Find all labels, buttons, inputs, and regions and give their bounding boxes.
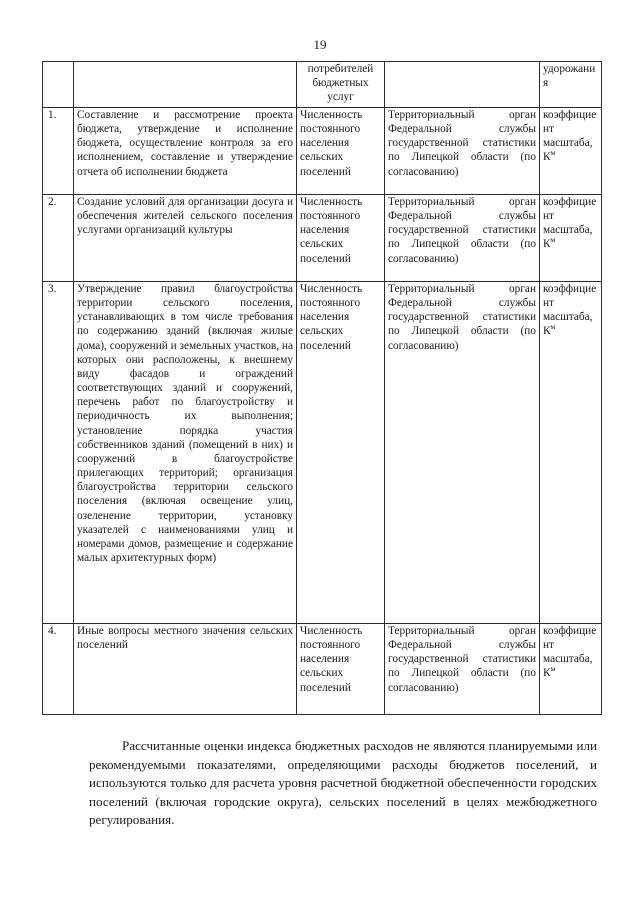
- row-description: Иные вопросы местного значения сельских поселений: [74, 624, 297, 715]
- indicator-line: сельских: [300, 667, 344, 680]
- row-indicator: [297, 195, 385, 282]
- indicator-line: поселений: [300, 681, 351, 694]
- coefficient-text: коэффициент масштаба, К: [543, 196, 597, 251]
- row-number: 1.: [43, 108, 74, 195]
- source-text: Территориальный орган Федеральной службы государственной статистики по Липецкой области: [388, 196, 536, 251]
- source-text: Территориальный орган Федеральной службы государственной статистики по Липецкой области: [388, 109, 536, 164]
- indicator-line: поселений: [300, 339, 351, 352]
- row-coefficient: [540, 282, 602, 624]
- header-line: потребителей: [307, 63, 374, 75]
- coefficient-text: коэффициент масштаба, К: [543, 109, 597, 164]
- row-indicator: [297, 624, 385, 715]
- table-row: [43, 624, 602, 715]
- coefficient-superscript: м: [550, 664, 556, 674]
- indicator-line: поселений: [300, 165, 351, 178]
- indicator-line: населения: [300, 311, 350, 324]
- indicator-header-cell: [297, 62, 385, 108]
- row-indicator: [297, 282, 385, 624]
- indicator-line: постоянного: [300, 639, 361, 652]
- row-source: [385, 282, 540, 624]
- page-number: 19: [313, 37, 327, 52]
- indicator-line: Численность: [300, 196, 363, 208]
- indicator-line: населения: [300, 224, 350, 237]
- table-row: [43, 195, 602, 282]
- indicator-line: сельских: [300, 325, 344, 338]
- coefficient-superscript: м: [550, 322, 556, 332]
- budget-expenditure-table: [42, 61, 602, 715]
- row-description: Составление и рассмотрение проекта бюджета, утверждение и исполнение бюджета, осуществление контроля за его исполнением, составление и утверждение отчета об исполнении бюджета: [74, 108, 297, 195]
- row-number: 4.: [43, 624, 74, 715]
- row-description: Утверждение правил благоустройства территории сельского поселения, устанавливающих в том числе требования по содержанию зданий (включая жилые дома), сооружений и земельных участков, на которых они расположены, к внешнему виду фасадов и ограждений соответствующих зданий и сооружений, перечень работ по благоустройству и периодичность их выполнения; установление порядка участия собственников зданий (помещений в них) и сооружений в благоустройстве прилегающих территорий; организация благоустройства территории сельского поселения (включая освещение улиц, озеленение территории, установку указателей с наименованиями улиц и номерами домов, размещение и содержание малых архитектурных форм): [74, 282, 297, 624]
- consent-note: (по согласованию): [388, 667, 537, 694]
- source-cell: [385, 62, 540, 108]
- closing-paragraph: Рассчитанные оценки индекса бюджетных расходов не являются планируемыми или рекомендуемыми показателями, определяющими расходы бюджетов поселений, и используются только для расчета уровня расчетной бюджетной обеспеченности городских поселений (включая городские округа), сельских поселений в целях межбюджетного регулирования.: [89, 738, 597, 828]
- row-number: 3.: [43, 282, 74, 624]
- coefficient-text: коэффициент масштаба, К: [543, 625, 597, 680]
- indicator-line: Численность: [300, 109, 363, 121]
- indicator-line: Численность: [300, 625, 363, 637]
- table-row: [43, 108, 602, 195]
- row-source: [385, 108, 540, 195]
- indicator-line: сельских: [300, 238, 344, 251]
- row-source: [385, 624, 540, 715]
- header-line: услуг: [327, 91, 354, 104]
- number-cell: [43, 62, 74, 108]
- cost-header-cell: удорожания: [540, 62, 602, 108]
- indicator-line: сельских: [300, 151, 344, 164]
- row-coefficient: [540, 624, 602, 715]
- coefficient-superscript: м: [550, 235, 556, 245]
- indicator-line: поселений: [300, 252, 351, 265]
- source-text: Территориальный орган Федеральной службы государственной статистики по Липецкой области: [388, 283, 536, 338]
- indicator-line: постоянного: [300, 297, 361, 310]
- coefficient-superscript: м: [550, 148, 556, 158]
- row-indicator: [297, 108, 385, 195]
- row-coefficient: [540, 108, 602, 195]
- indicator-line: населения: [300, 653, 350, 666]
- row-number: 2.: [43, 195, 74, 282]
- row-coefficient: [540, 195, 602, 282]
- header-line: бюджетных: [312, 77, 369, 90]
- source-text: Территориальный орган Федеральной службы государственной статистики по Липецкой области: [388, 625, 536, 680]
- indicator-line: постоянного: [300, 210, 361, 223]
- consent-note: (по согласованию): [388, 238, 537, 265]
- table-row: [43, 282, 602, 624]
- consent-note: (по согласованию): [388, 325, 537, 352]
- indicator-line: населения: [300, 137, 350, 150]
- consent-note: (по согласованию): [388, 151, 537, 178]
- row-description: Создание условий для организации досуга и обеспечения жителей сельского поселения услугами организаций культуры: [74, 195, 297, 282]
- indicator-line: Численность: [300, 283, 363, 295]
- row-source: [385, 195, 540, 282]
- coefficient-text: коэффициент масштаба, К: [543, 283, 597, 338]
- description-cell: [74, 62, 297, 108]
- table-continuation-row: [43, 62, 602, 108]
- indicator-line: постоянного: [300, 123, 361, 136]
